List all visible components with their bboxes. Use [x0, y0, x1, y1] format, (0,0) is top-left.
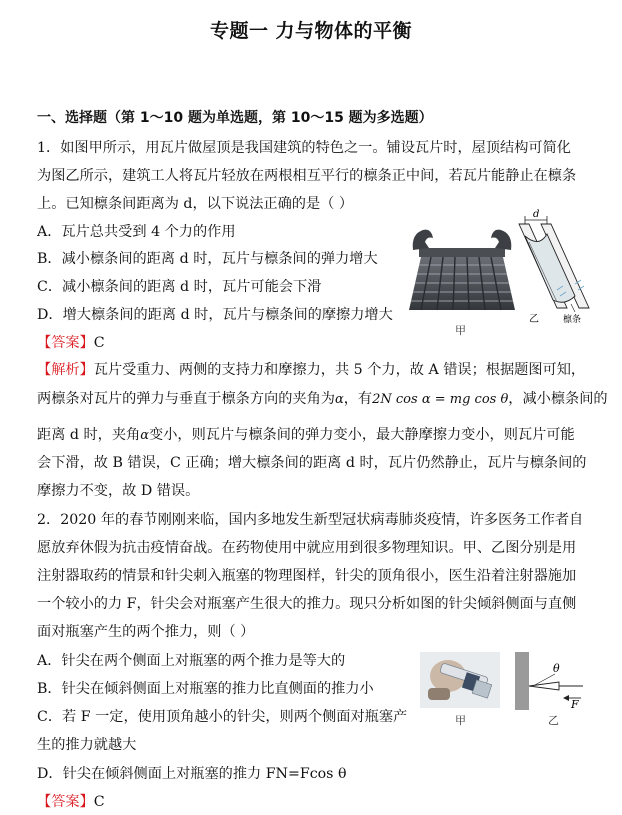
answer-value: C	[93, 794, 105, 810]
d-label: d	[533, 209, 540, 220]
theta-label: θ	[553, 662, 560, 675]
q1-analysis-line	[37, 389, 608, 410]
q2-stem-line: 2．2020 年的春节刚刚来临，国内多地发生新型冠状病毒肺炎疫情，许多医务工作者自	[37, 512, 584, 528]
section-heading: 一、选择题（第 1～10 题为单选题，第 10～15 题为多选题）	[37, 110, 433, 126]
answer-label: 【答案】	[37, 794, 94, 810]
page-title: 专题一 力与物体的平衡	[209, 20, 413, 42]
analysis-text: 距离 d 时，夹角	[37, 427, 141, 443]
q1-analysis-line: 摩擦力不变，故 D 错误。	[37, 483, 200, 499]
q2-answer	[37, 792, 105, 812]
q2-option-d: D．针尖在倾斜侧面上对瓶塞的推力 FN=Fcos θ	[37, 766, 347, 782]
purlins-diagram	[515, 208, 593, 326]
analysis-text: 两檩条对瓦片的弹力与垂直于檩条方向的夹角为	[37, 391, 335, 407]
answer-value: C	[93, 335, 105, 351]
q2-fig-jia-caption: 甲	[455, 714, 466, 727]
needle-diagram	[515, 652, 595, 710]
q1-stem-line: 为图乙所示，建筑工人将瓦片轻放在两根相互平行的檩条正中间，若瓦片能静止在檩条	[37, 168, 577, 184]
analysis-label: 【解析】	[37, 362, 94, 378]
analysis-text: 瓦片受重力、两侧的支持力和摩擦力，共 5 个力，故 A 错误；根据题图可知，	[93, 362, 586, 378]
q1-analysis-line: 会下滑，故 B 错误，C 正确；增大檩条间的距离 d 时，瓦片仍然静止，瓦片与檩条间的	[37, 455, 587, 471]
q2-stem-line: 愿放弃休假为抗击疫情奋战。在药物使用中就应用到很多物理知识。甲、乙图分别是用	[37, 540, 577, 556]
syringe-photo	[420, 652, 500, 708]
alpha-symbol: α	[140, 428, 150, 443]
f-label: F	[571, 698, 579, 710]
q1-analysis	[37, 360, 585, 380]
q2-stem-line: 一个较小的力 F，针尖会对瓶塞产生很大的推力。现只分析如图的针尖倾斜侧面与直侧	[37, 596, 577, 612]
q1-option-a: A．瓦片总共受到 4 个力的作用	[37, 224, 236, 240]
q2-fig-yi-caption: 乙	[548, 714, 559, 727]
q1-option-b: B．减小檩条间的距离 d 时，瓦片与檩条间的弹力增大	[37, 251, 378, 267]
lintiao-label: 檩条	[563, 315, 582, 325]
fig-yi-label: 乙	[529, 314, 539, 325]
analysis-text: ，减小檩条间的	[508, 391, 608, 407]
q2-option-c: C．若 F 一定，使用顶角越小的针尖，则两个侧面对瓶塞产	[37, 709, 408, 725]
force-formula: 2N cos α = mg cos θ	[372, 392, 509, 407]
q2-option-c-cont: 生的推力就越大	[37, 737, 137, 753]
q1-option-c: C．减小檩条间的距离 d 时，瓦片可能会下滑	[37, 279, 322, 295]
q1-option-d: D．增大檩条间的距离 d 时，瓦片与檩条间的摩擦力增大	[37, 307, 393, 323]
q2-option-a: A．针尖在两个侧面上对瓶塞的两个推力是等大的	[37, 653, 346, 669]
analysis-text: ，有	[343, 391, 373, 407]
q2-stem-line: 注射器取药的情景和针尖刺入瓶塞的物理图样，针尖的顶角很小，医生沿着注射器施加	[37, 568, 577, 584]
roof-tiles-figure	[405, 210, 520, 322]
q2-stem-line: 面对瓶塞产生的两个推力，则（ ）	[37, 624, 255, 640]
answer-label: 【答案】	[37, 335, 94, 351]
alpha-symbol: α	[334, 392, 344, 407]
q2-option-b: B．针尖在倾斜侧面上对瓶塞的推力比直侧面的推力小	[37, 681, 374, 697]
q1-fig-jia-caption: 甲	[455, 324, 466, 337]
q1-stem-line: 1．如图甲所示，用瓦片做屋顶是我国建筑的特色之一。铺设瓦片时，屋顶结构可简化	[37, 140, 571, 156]
q1-stem-line: 上。已知檩条间距离为 d，以下说法正确的是（ ）	[37, 196, 354, 212]
q1-answer	[37, 333, 105, 353]
q1-analysis-line	[37, 425, 575, 446]
analysis-text: 变小，则瓦片与檩条间的弹力变小，最大静摩擦力变小，则瓦片可能	[149, 427, 575, 443]
